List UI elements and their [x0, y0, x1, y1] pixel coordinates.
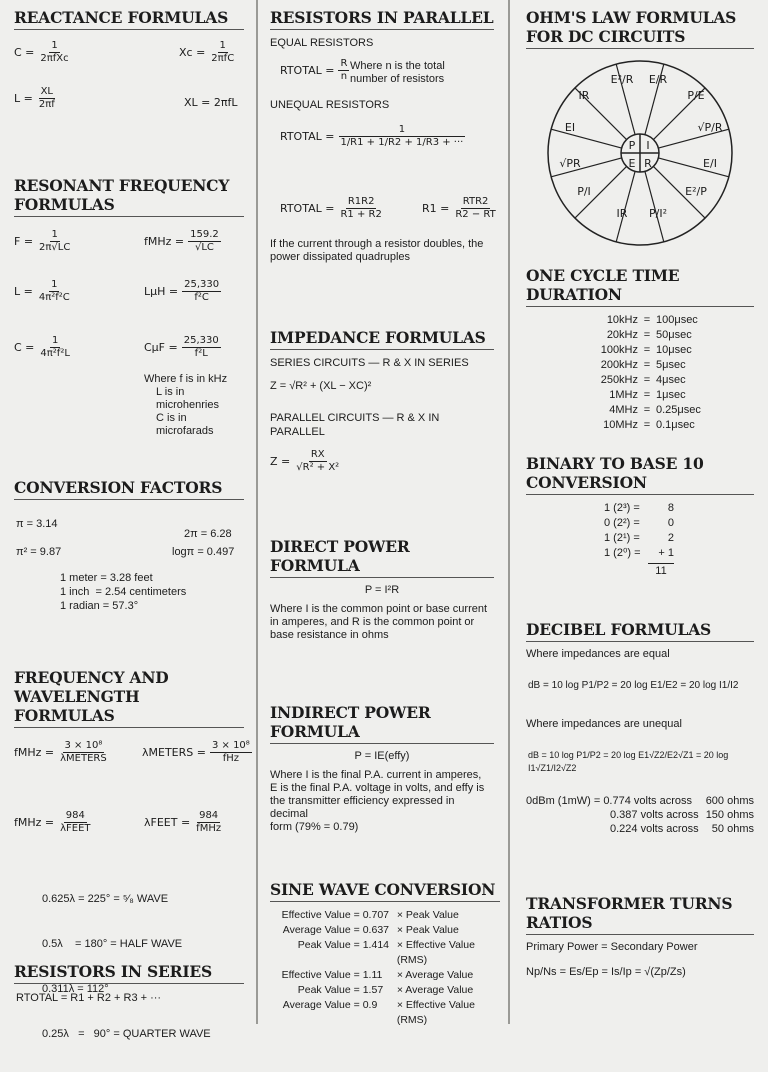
duration: 5μsec [656, 359, 686, 371]
formula [14, 810, 93, 835]
lhs: Z = [270, 455, 291, 468]
sine-cell: Effective Value [281, 909, 351, 921]
segment-label: P/I [577, 185, 591, 198]
note [350, 60, 445, 86]
num: 1 [219, 40, 226, 51]
note-line: in amperes, and R is the common point or [270, 616, 475, 628]
value: π² = 9.87 [16, 546, 62, 558]
sine-cell: = 1.414 [353, 939, 389, 951]
cycle-row [526, 343, 754, 358]
lhs: Xc = [179, 46, 206, 59]
note-line: E is the final P.A. voltage in volts, and effy is [270, 782, 485, 794]
dbm-line: 0dBm (1mW) = 0.774 volts across [526, 795, 692, 807]
note [270, 238, 494, 264]
den: √R² + X² [296, 462, 340, 473]
cycle-row [526, 388, 754, 403]
sine-cell: × Peak Value [396, 924, 459, 936]
sine-cell: × Effective Value (RMS) [396, 939, 475, 966]
den: fHz [222, 753, 240, 764]
formula [142, 740, 252, 765]
formula: Z = √R² + (XL − XC)² [270, 380, 372, 392]
lhs: C = [14, 46, 35, 59]
section-title: CONVERSION FACTORS [14, 478, 244, 500]
dbm-ohms: 150 ohms [705, 809, 754, 821]
impedance-section [270, 328, 494, 474]
transformer-section [526, 894, 754, 979]
frequency: 20kHz [606, 329, 638, 341]
num: 1 [51, 40, 58, 51]
sine-row [270, 923, 500, 938]
wheel-spoke [658, 158, 729, 177]
frequency: 10MHz [603, 419, 638, 431]
lhs: RTOTAL = [280, 64, 335, 77]
subheading: SERIES CIRCUITS — R & X IN SERIES [270, 357, 469, 369]
value: logπ = 0.497 [172, 546, 235, 558]
cycle-row [526, 358, 754, 373]
sine-cell: = 1.11 [353, 969, 383, 981]
sine-table [270, 908, 500, 1028]
den: R2 − RT [455, 209, 496, 220]
equals: = [643, 344, 651, 356]
lhs: RTOTAL = [280, 130, 335, 143]
note-line: number of resistors [350, 73, 445, 85]
num: R [340, 58, 348, 69]
segment-label: EI [564, 121, 576, 134]
den: 4π²f²L [40, 348, 70, 359]
subheading: UNEQUAL RESISTORS [270, 99, 390, 111]
section-title: INDIRECT POWER FORMULA [270, 703, 494, 744]
binary-row [604, 516, 754, 531]
sine-row [270, 968, 500, 983]
note-line: the transmitter efficiency expressed in decimal [270, 795, 455, 820]
sine-cell: Peak Value [297, 984, 351, 996]
binary-section [526, 454, 754, 579]
lhs: λMETERS = [142, 746, 206, 759]
duration: 100μsec [656, 314, 698, 326]
duration: 0.1μsec [656, 419, 695, 431]
sine-cell: × Average Value [396, 984, 474, 996]
series-section [14, 962, 244, 1005]
binary-value: 0 [667, 517, 674, 529]
wave-line: 0.25λ = 90° = QUARTER WAVE [42, 1028, 211, 1040]
duration: 10μsec [656, 344, 692, 356]
section-title: IMPEDANCE FORMULAS [270, 328, 494, 350]
lhs: L = [14, 92, 33, 105]
note-line: base resistance in ohms [270, 629, 389, 641]
formula [179, 40, 236, 65]
note-line: L is in microhenries [156, 386, 219, 411]
section-title: REACTANCE FORMULAS [14, 8, 244, 30]
center-label: R [644, 157, 652, 170]
den: 2πfC [211, 53, 235, 64]
sine-section [270, 880, 500, 1028]
sine-cell: = 0.9 [353, 999, 378, 1011]
num: 984 [65, 810, 85, 821]
num: 25,330 [184, 279, 220, 290]
subheading: PARALLEL CIRCUITS — R & X IN PARALLEL [270, 412, 440, 438]
binary-term: 1 (2⁰) = [604, 547, 641, 559]
formula [14, 740, 109, 765]
sine-row [270, 983, 500, 998]
num: 984 [199, 810, 219, 821]
left-column [0, 0, 258, 1040]
den: f²L [194, 348, 208, 359]
lhs: L = [14, 285, 33, 298]
segment-label: P/I² [649, 207, 667, 220]
binary-table [526, 501, 754, 561]
section-title: DIRECT POWER FORMULA [270, 537, 494, 578]
duration: 4μsec [656, 374, 686, 386]
value: 1 inch = 2.54 centimeters [60, 586, 187, 598]
value: 2π = 6.28 [184, 528, 232, 540]
segment-label: √PR [559, 157, 581, 170]
formula: RTOTAL = R1 + R2 + R3 + ··· [16, 992, 162, 1004]
num: 1 [51, 279, 58, 290]
lhs: C = [14, 341, 35, 354]
dbm-list [526, 795, 754, 839]
num: 25,330 [183, 335, 219, 346]
wheel-spoke [551, 129, 622, 148]
segment-label: E/I [703, 157, 717, 170]
duration: 1μsec [656, 389, 686, 401]
indirect-power-section [270, 703, 494, 834]
cycle-row [526, 313, 754, 328]
lhs: λFEET = [144, 816, 191, 829]
cycle-table [526, 313, 754, 433]
duration: 50μsec [656, 329, 692, 341]
formula [144, 810, 223, 835]
formula [14, 40, 71, 65]
section-title: RESONANT FREQUENCY FORMULAS [14, 176, 244, 217]
frequency: 4MHz [609, 404, 638, 416]
formula [270, 449, 341, 474]
section-title: TRANSFORMER TURNS RATIOS [526, 894, 754, 935]
cycle-row [526, 418, 754, 433]
subheading: Primary Power = Secondary Power [526, 941, 698, 953]
section-title: DECIBEL FORMULAS [526, 620, 754, 642]
subheading: Where impedances are equal [526, 648, 670, 660]
formula [280, 196, 384, 221]
binary-term: 1 (2¹) = [604, 532, 640, 544]
frequency: 200kHz [600, 359, 638, 371]
num: 1 [51, 229, 58, 240]
lhs: F = [14, 235, 34, 248]
num: 1 [339, 124, 465, 137]
formula: P = IE(effy) [354, 750, 410, 762]
formula [14, 229, 72, 254]
frequency: 100kHz [600, 344, 638, 356]
parallel-section [270, 8, 494, 264]
formula [144, 335, 221, 360]
segment-label: √P/R [697, 121, 723, 134]
center-label: I [646, 139, 650, 152]
resonant-section [14, 176, 244, 437]
num: 3 × 10⁸ [211, 740, 250, 751]
num: 1 [51, 335, 59, 346]
equals: = [643, 389, 651, 401]
subheading: Where impedances are unequal [526, 718, 682, 730]
section-title: BINARY TO BASE 10 CONVERSION [526, 454, 754, 495]
right-column [512, 0, 768, 1024]
equals: = [643, 419, 651, 431]
sine-cell: = 0.637 [353, 924, 389, 936]
binary-row [604, 531, 754, 546]
sine-cell: Effective Value [281, 969, 351, 981]
num: XL [40, 86, 53, 97]
den: f²C [194, 292, 209, 303]
num: RTR2 [462, 196, 489, 207]
equals: = [643, 314, 651, 326]
segment-label: E²/P [685, 185, 707, 198]
sine-row [270, 938, 500, 968]
section-title: SINE WAVE CONVERSION [270, 880, 500, 902]
sine-cell: Average Value [282, 999, 351, 1011]
duration: 0.25μsec [656, 404, 701, 416]
sine-cell: × Peak Value [396, 909, 459, 921]
sine-row [270, 908, 500, 923]
note-line: If the current through a resistor doubles, the [270, 238, 484, 250]
cycle-section [526, 266, 754, 433]
formula [280, 124, 465, 149]
binary-value: 8 [667, 502, 674, 514]
column-divider [508, 0, 510, 1024]
formula [422, 196, 498, 221]
den: 2πfXc [40, 53, 69, 64]
note-line: power dissipated quadruples [270, 251, 411, 263]
den: λFEET [60, 823, 91, 834]
note [270, 769, 494, 834]
lhs: fMHz = [14, 746, 55, 759]
binary-term: 0 (2²) = [604, 517, 640, 529]
formula: dB = 10 log P1/P2 = 20 log E1/E2 = 20 log I1/I2 [528, 680, 739, 691]
num: 3 × 10⁸ [64, 740, 103, 751]
formula: Np/Ns = Es/Ep = Is/Ip = √(Zp/Zs) [526, 966, 686, 978]
sine-cell: = 1.57 [353, 984, 384, 996]
ohms-wheel [526, 55, 754, 251]
binary-value: + 1 [658, 547, 674, 559]
formula: XL = 2πfL [184, 96, 238, 109]
section-title: FREQUENCY AND WAVELENGTH FORMULAS [14, 668, 244, 728]
formula: dB = 10 log P1/P2 = 20 log E1√Z2/E2√Z1 = 20 log I1√Z1/I2√Z2 [528, 750, 729, 773]
value: 1 radian = 57.3° [60, 600, 139, 612]
lhs: RTOTAL = [280, 202, 335, 215]
center-label: E [628, 157, 636, 170]
frequency: 1MHz [609, 389, 638, 401]
frequency: 10kHz [606, 314, 638, 326]
formula: P = I²R [364, 584, 400, 596]
sine-cell: = 0.707 [353, 909, 389, 921]
value: 1 meter = 3.28 feet [60, 572, 153, 584]
value: π = 3.14 [16, 518, 58, 530]
frequency: 250kHz [600, 374, 638, 386]
center-label: P [628, 139, 636, 152]
cycle-row [526, 403, 754, 418]
formula [144, 229, 221, 254]
section-title: OHM'S LAW FORMULAS FOR DC CIRCUITS [526, 8, 754, 49]
formula [144, 279, 221, 304]
dbm-ohms: 50 ohms [711, 823, 754, 835]
formula [14, 335, 72, 360]
binary-row [604, 501, 754, 516]
den: 2π√LC [39, 242, 71, 253]
sine-cell: × Effective Value (RMS) [396, 999, 475, 1026]
note-line: Where I is the final P.A. current in amperes, [270, 769, 482, 781]
section-title: ONE CYCLE TIME DURATION [526, 266, 754, 307]
reactance-section [14, 8, 244, 126]
lhs: CμF = [144, 341, 178, 354]
ohms-law-section [526, 8, 754, 256]
sine-cell: × Average Value [396, 969, 474, 981]
segment-label: P/E [687, 89, 705, 102]
segment-label: IR [578, 89, 590, 102]
conversion-section [14, 478, 244, 636]
segment-label: E/R [648, 73, 668, 86]
den: R1 + R2 [340, 209, 382, 220]
num: 159.2 [190, 229, 219, 240]
binary-row [604, 546, 754, 561]
den: 1/R1 + 1/R2 + 1/R3 + ··· [340, 137, 464, 148]
lhs: LμH = [144, 285, 179, 298]
note-line: Where I is the common point or base current [270, 603, 488, 615]
formula [14, 86, 57, 111]
section-title: RESISTORS IN SERIES [14, 962, 244, 984]
note-line: Where n is the total [350, 60, 445, 72]
subheading: EQUAL RESISTORS [270, 37, 374, 49]
sine-cell: Peak Value [297, 939, 351, 951]
cycle-row [526, 373, 754, 388]
dbm-line: 0.224 volts across [610, 823, 699, 835]
den: λMETERS [60, 753, 107, 764]
den: √LC [194, 242, 214, 253]
note-line: C is in microfarads [156, 412, 214, 437]
formula [14, 279, 72, 304]
note [270, 603, 494, 642]
note-line: form (79% = 0.79) [270, 821, 359, 833]
den: 2πf [38, 99, 55, 110]
segment-label: IR [616, 207, 628, 220]
segment-label: E²/R [610, 73, 634, 86]
wave-line: 0.625λ = 225° = ⁵⁄₈ WAVE [42, 893, 169, 905]
num: R1R2 [347, 196, 375, 207]
dbm-ohms: 600 ohms [705, 795, 754, 807]
note [144, 373, 244, 438]
den: 4π²f²C [38, 292, 70, 303]
wave-line: 0.5λ = 180° = HALF WAVE [42, 938, 183, 950]
wave-line: 0.311λ = 112° [42, 983, 109, 995]
equals: = [643, 329, 651, 341]
equals: = [643, 374, 651, 386]
section-title: RESISTORS IN PARALLEL [270, 8, 494, 30]
direct-power-section [270, 537, 494, 642]
equals: = [643, 404, 651, 416]
den: fMHz [196, 823, 222, 834]
binary-value: 2 [667, 532, 674, 544]
formula [280, 58, 349, 83]
middle-column [262, 0, 508, 1024]
note-line: Where f is in kHz [144, 373, 228, 385]
lhs: fMHz = [144, 235, 185, 248]
decibel-section [526, 620, 754, 839]
lhs: fMHz = [14, 816, 55, 829]
cycle-row [526, 328, 754, 343]
binary-total: 11 [648, 563, 674, 579]
sine-cell: Average Value [282, 924, 351, 936]
binary-term: 1 (2³) = [604, 502, 640, 514]
lhs: R1 = [422, 202, 450, 215]
num: RX [310, 449, 325, 460]
den: n [340, 71, 348, 82]
equals: = [643, 359, 651, 371]
dbm-line: 0.387 volts across [610, 809, 699, 821]
